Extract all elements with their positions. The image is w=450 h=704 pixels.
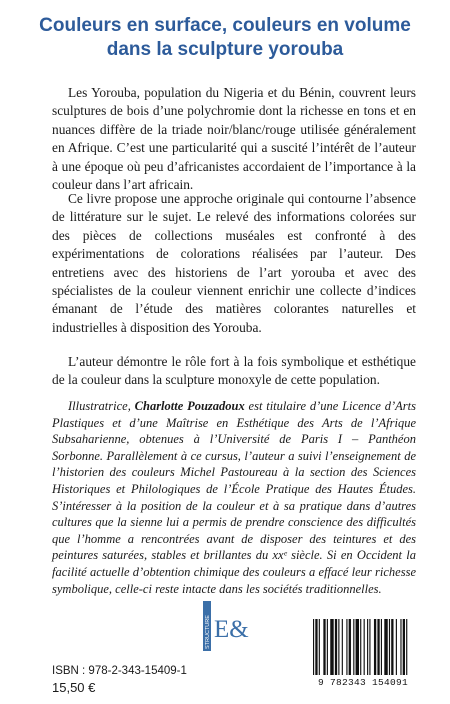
barcode-bar [389, 619, 390, 675]
barcode-bar [327, 619, 328, 675]
barcode-bar [381, 619, 382, 675]
barcode-bar [323, 619, 325, 675]
author-name: Charlotte Pouzadoux [134, 399, 245, 413]
barcode-bar [384, 619, 387, 675]
barcode-bar [342, 619, 343, 675]
barcode-bar [315, 619, 317, 675]
barcode-bar [349, 619, 351, 675]
barcode-bar [374, 619, 376, 675]
publisher-logo [203, 601, 249, 651]
logo-mark: E& [214, 616, 249, 643]
barcode-bar [330, 619, 333, 675]
barcode-bar [377, 619, 379, 675]
barcode-bar [364, 619, 365, 675]
barcode-bar [360, 619, 361, 675]
barcode-bar [335, 619, 337, 675]
title-line-2: dans la sculpture yorouba [106, 39, 344, 60]
summary-paragraph-3: L’auteur démontre le rôle fort à la fois symbolique et esthétique de la couleur dans la sculpture monoxyle de cette population. [52, 354, 416, 388]
isbn-label: ISBN : 978-2-343-15409-1 [52, 665, 187, 677]
book-title [0, 14, 450, 62]
barcode-bar [400, 619, 401, 675]
barcode-bar [391, 619, 393, 675]
title-line-1: Couleurs en surface, couleurs en volume [39, 15, 411, 36]
barcode-bar [369, 619, 370, 675]
barcode-bar [346, 619, 347, 675]
bio-text: est titulaire d’une Licence d’Arts Plastiques et d’une Maîtrise en Esthétique des Arts de l’Afrique Subsaharienne, obtenues à l’Université de Paris I – Panthéon Sorbonne. Parallèlement à ce cursus, l’auteur a suivi l’enseignement de l’historien des couleurs Michel Pastoureau à la section des Sciences Historiques et Philologiques de l’École Pratique des Hautes Études. S’intéresser à la position de la couleur et à sa pratique dans d’autres cultures que la sienne lui a permis de prendre conscience des difficultés que l’homme a rencontrées avant de disposer des teintures et des peintures saturées, stables et brillantes du xxᵉ siècle. Si en Occident la facilité actuelle d’obtention chimique des couleurs a effacé leur richesse symbolique, celle-ci reste intacte dans les sociétés traditionnelles. [52, 399, 417, 596]
summary-paragraph-2: Ce livre propose une approche originale qui contourne l’absence de littérature sur le sujet. Le relevé des informations colorées sur des pièces de collections muséales est confronté à des expérimentations de colorations réalisées par l’auteur. Des entretiens avec des historiens de l’art yorouba et avec des spécialistes de la couleur viennent enrichir une collecte d’indices émanant de l’étude des matières colorantes naturelles et industrielles à disposition des Yorouba. [52, 191, 416, 335]
barcode-bar [353, 619, 354, 675]
bio-prefix: Illustratrice, [68, 399, 135, 413]
barcode-bar [367, 619, 368, 675]
author-bio [52, 398, 416, 597]
barcode [309, 617, 417, 691]
logo-side-text: STRUCTURE [205, 615, 211, 649]
summary-paragraph-1: Les Yorouba, population du Nigeria et du Bénin, couvrent leurs sculptures de bois d’une polychromie dont la richesse en tons et en nuances diffère de la triade noir/blanc/rouge utilisée généralement en Afrique. C’est une particularité qui a suscité l’intérêt de l’auteur à une époque où peu d’africanistes accordaient de l’importance à la couleur dans l’art africain. [52, 85, 416, 193]
price-label: 15,50 € [52, 680, 96, 695]
barcode-bar [313, 619, 314, 675]
barcode-bar [319, 619, 320, 675]
barcode-bar [338, 619, 339, 675]
barcode-bar [356, 619, 359, 675]
barcode-number: 9 782343 154091 [317, 677, 408, 688]
barcode-bar [403, 619, 405, 675]
barcode-bar [406, 619, 407, 675]
barcode-bar [396, 619, 397, 675]
